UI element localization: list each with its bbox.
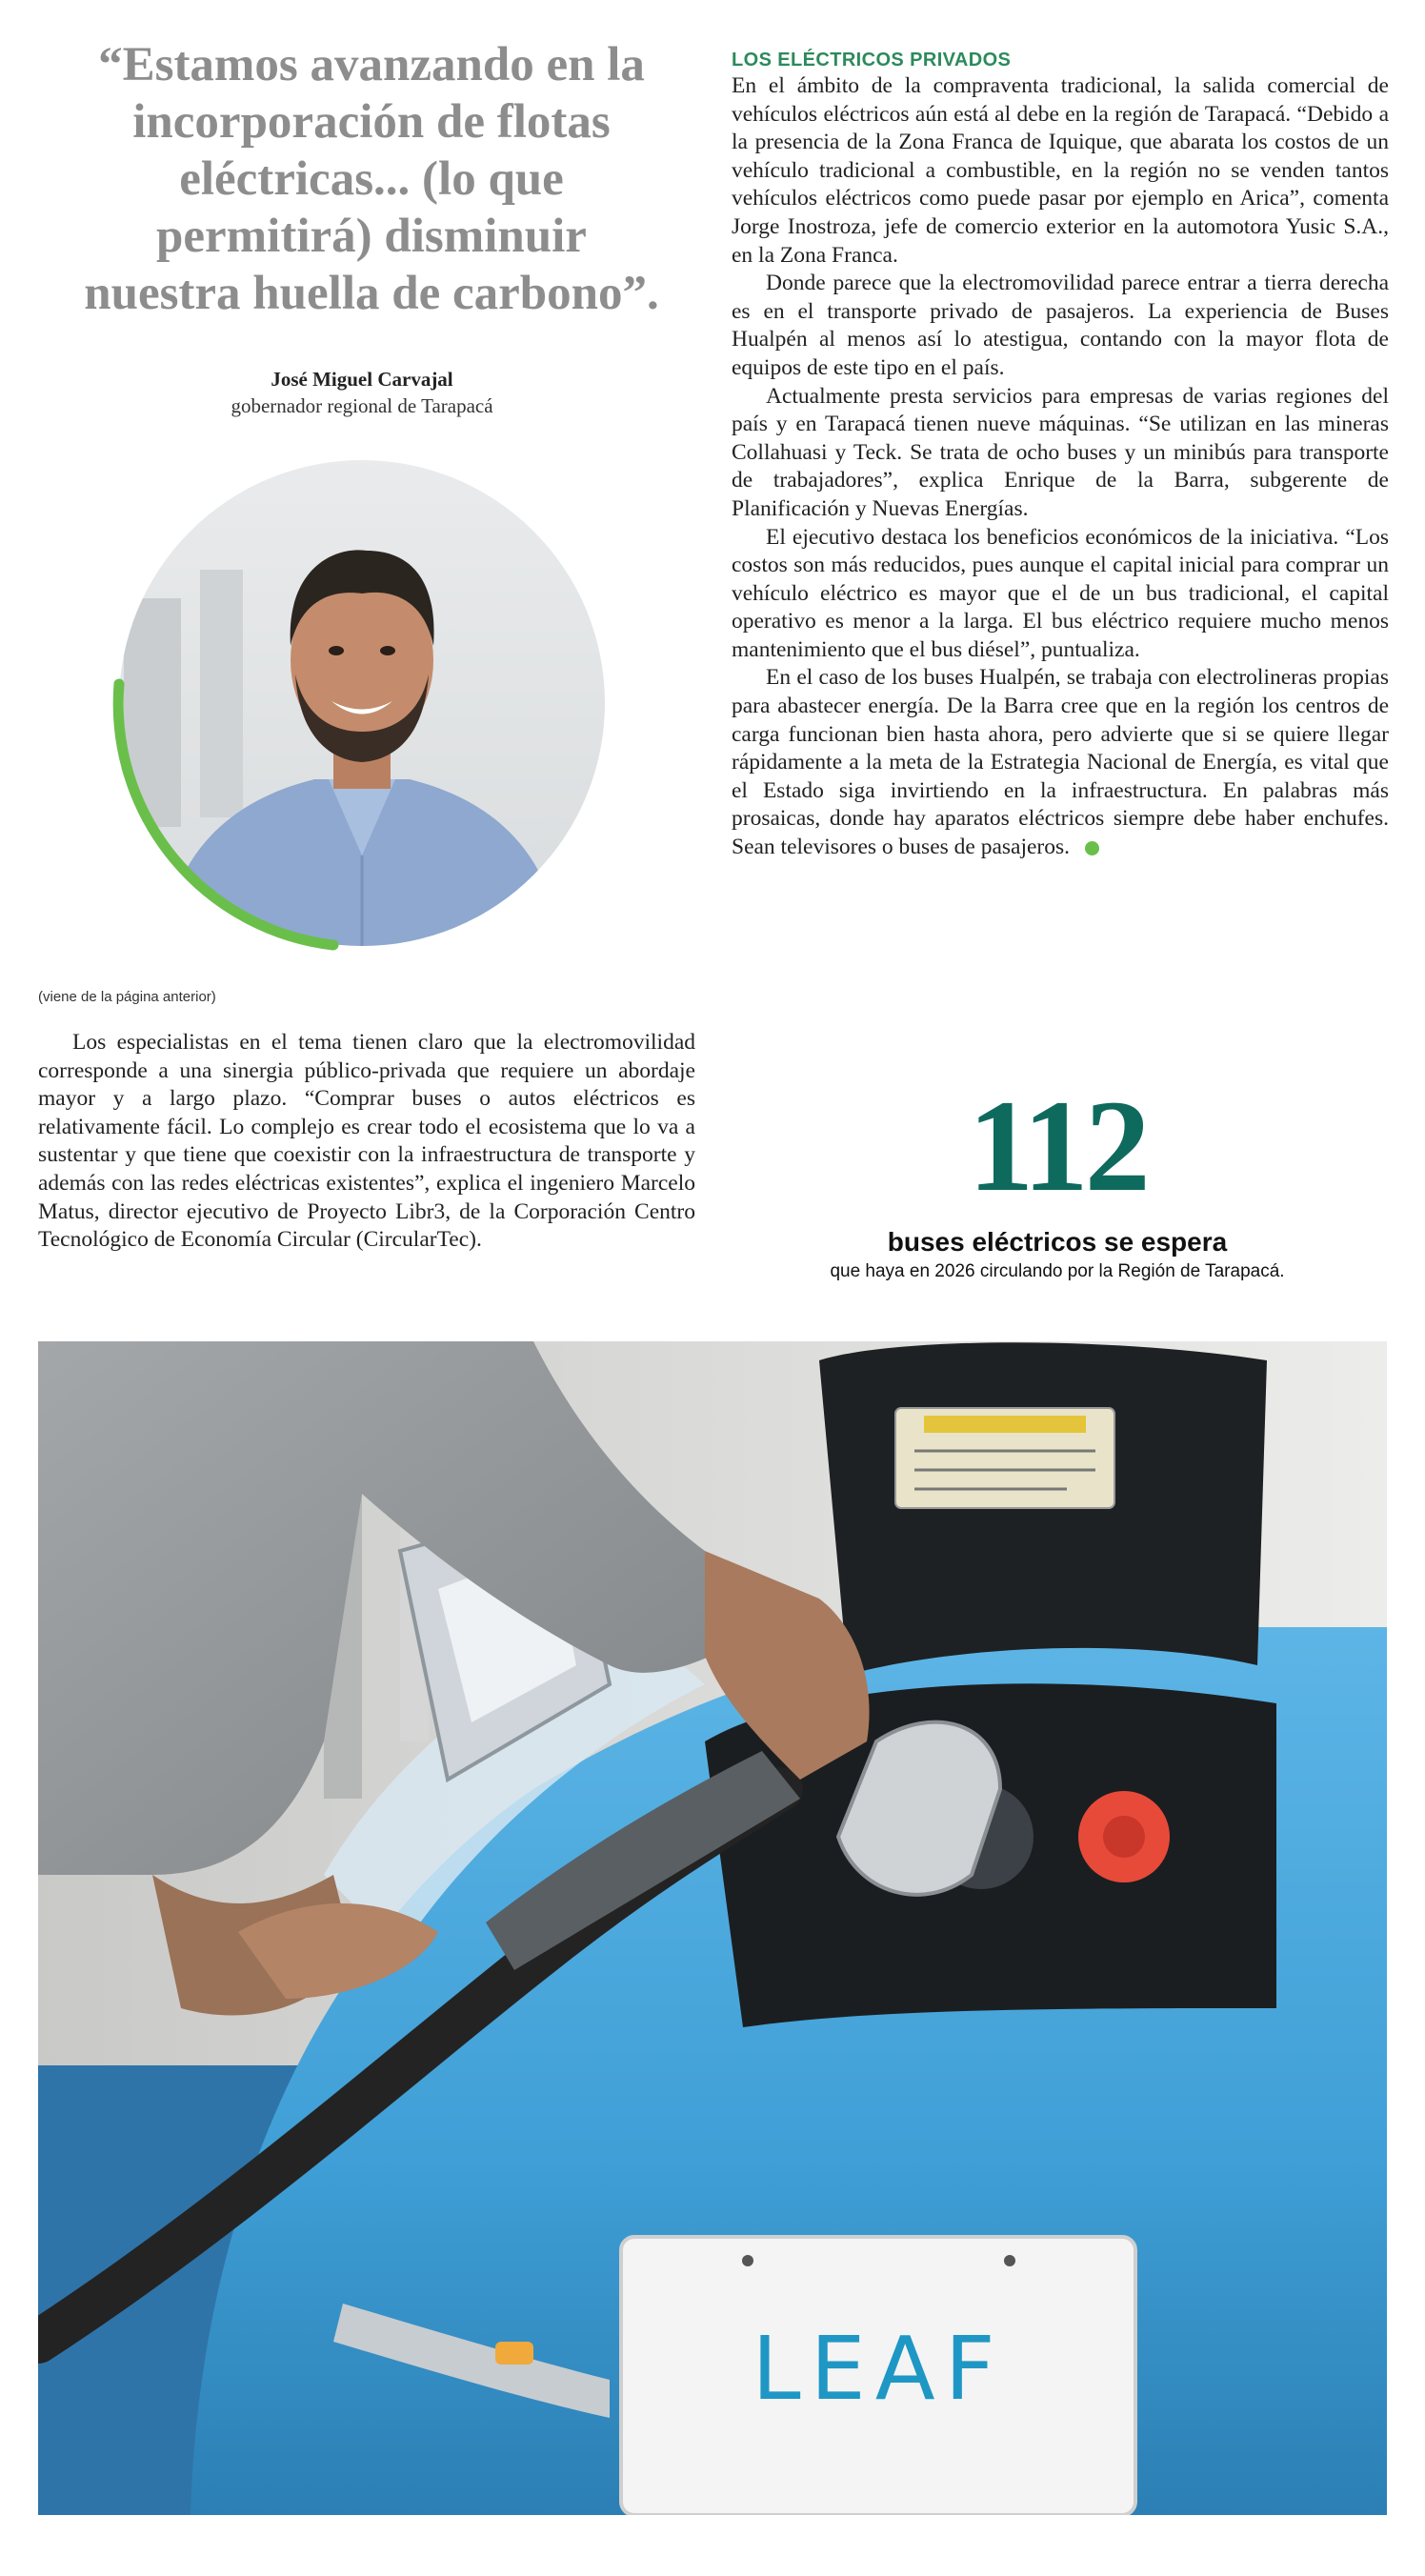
continuation-note: (viene de la página anterior) (38, 989, 216, 1005)
paragraph: Donde parece que la electromovilidad parece entrar a tierra derecha es en el transporte privado de pasajeros. La experiencia de Buses Hualpén al menos así lo atestigua, contando con la mayor flota de equipos de este tipo en el país. (732, 271, 1389, 380)
paragraph: El ejecutivo destaca los beneficios económicos de la iniciativa. “Los costos son más reducidos, pues aunque el capital inicial para comprar un vehículo eléctrico es mayor que el de un bus tradicional, el capital operativo es menor a la larga. El bus eléctrico requiere mucho menos mantenimiento que el bus diésel”, puntualiza. (732, 524, 1389, 662)
paragraph: En el ámbito de la compraventa tradicional, la salida comercial de vehículos eléctricos aún está al debe en la región de Tarapacá. “Debido a la presencia de la Zona Franca de Iquique, que abarata los costos de un vehículo tradicional a combustible, en la región no se venden tantos vehículos eléctricos como puede pasar por ejemplo en Arica”, comenta Jorge Inostroza, jefe de comercio exterior en la automotora Yusic S.A., en la Zona Franca. (732, 73, 1389, 268)
stat-label: buses eléctricos se espera (887, 1227, 1228, 1257)
article-column-left (38, 1029, 695, 1255)
stat-sublabel: que haya en 2026 circulando por la Región de Tarapacá. (830, 1261, 1285, 1281)
portrait-photo (105, 455, 643, 955)
quote-author: José Miguel Carvajal (271, 368, 453, 391)
paragraph: Actualmente presta servicios para empresas de varias regiones del país y en Tarapacá tienen nueve máquinas. “Se utilizan en las mineras Collahuasi y Teck. Se trata de ocho buses y un minibús para transporte de trabajadores”, explica Enrique de la Barra, subgerente de Planificación y Nuevas Energías. (732, 383, 1389, 521)
paragraph: Los especialistas en el tema tienen claro que la electromovilidad corresponde a una sinergia público-privada que requiere un abordaje mayor y a largo plazo. “Comprar buses o autos eléctricos es relativamente fácil. Lo complejo es crear todo el ecosistema que lo va a sustentar y que tiene que coexistir con la infraestructura de transporte y además con las redes eléctricas existentes”, explica el ingeniero Marcelo Matus, director ejecutivo de Proyecto Libr3, de la Corporación Centro Tecnológico de Economía Circular (CircularTec). (38, 1030, 695, 1253)
ev-charging-photo (38, 1341, 1387, 2515)
paragraph-last (732, 664, 1389, 861)
article-column-right (732, 72, 1389, 862)
end-mark-dot (1085, 841, 1099, 855)
paragraph-text: En el caso de los buses Hualpén, se trabaja con electrolineras propias para abastecer energía. De la Barra cree que en la región los centros de carga funcionan bien hasta ahora, pero advierte que si se quiere llegar rápidamente a la meta de la Estrategia Nacional de Energía, es vital que el Estado siga invirtiendo en la infraestructura. En palabras más prosaicas, donde hay aparatos eléctricos siempre debe haber enchufes. Sean televisores o buses de pasajeros. (732, 665, 1389, 860)
plate-text: LEAF (752, 2318, 1005, 2420)
section-heading: LOS ELÉCTRICOS PRIVADOS (732, 50, 1012, 70)
pull-quote: “Estamos avanzando en la incorporación de flotas eléctricas... (lo que permitirá) disminuir nuestra huella de carbono”. (84, 38, 659, 320)
stat-number: 112 (968, 1073, 1147, 1218)
quote-author-role: gobernador regional de Tarapacá (231, 394, 493, 417)
